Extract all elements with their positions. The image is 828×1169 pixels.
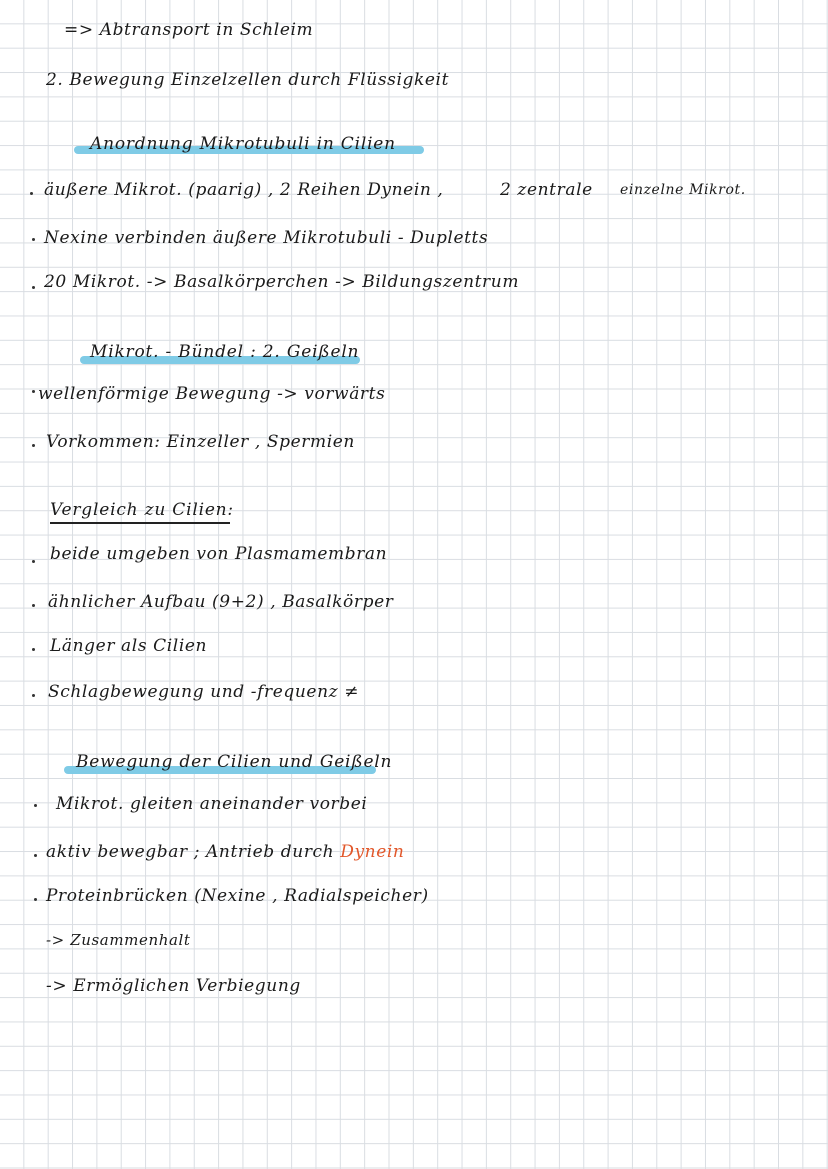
section-heading: Mikrot. - Bündel : 2. Geißeln xyxy=(90,342,360,362)
bullet-dot xyxy=(32,390,35,393)
bullet-dot xyxy=(32,560,35,563)
bullet-dot xyxy=(32,444,35,447)
section-heading: Vergleich zu Cilien: xyxy=(50,500,234,520)
bullet-dot xyxy=(30,192,33,195)
bullet-dot xyxy=(32,694,35,697)
note-line: -> Ermöglichen Verbiegung xyxy=(46,976,301,996)
bullet-dot xyxy=(32,286,35,289)
note-line: einzelne Mikrot. xyxy=(620,182,746,198)
bullet-dot xyxy=(34,804,37,807)
note-line: Vorkommen: Einzeller , Spermien xyxy=(46,432,355,452)
note-line: Proteinbrücken (Nexine , Radialspeicher) xyxy=(46,886,429,906)
highlighted-term: Dynein xyxy=(340,842,405,862)
note-line: Schlagbewegung und -frequenz ≠ xyxy=(48,682,360,702)
note-line: 20 Mikrot. -> Basalkörperchen -> Bildungszentrum xyxy=(44,272,520,292)
bullet-dot xyxy=(32,604,35,607)
bullet-dot xyxy=(32,648,35,651)
bullet-dot xyxy=(32,238,35,241)
section-heading: Anordnung Mikrotubuli in Cilien xyxy=(90,134,396,154)
bullet-dot xyxy=(34,854,37,857)
bullet-dot xyxy=(34,898,37,901)
note-line: Nexine verbinden äußere Mikrotubuli - Dupletts xyxy=(44,228,489,248)
note-line: 2 zentrale xyxy=(500,180,593,200)
note-line: äußere Mikrot. (paarig) , 2 Reihen Dynein , xyxy=(44,180,444,200)
note-line: Mikrot. gleiten aneinander vorbei xyxy=(56,794,368,814)
note-text: aktiv bewegbar ; Antrieb durch xyxy=(46,842,335,862)
note-line: => Abtransport in Schleim xyxy=(64,20,314,40)
note-line: -> Zusammenhalt xyxy=(46,931,191,949)
note-line: ähnlicher Aufbau (9+2) , Basalkörper xyxy=(48,592,394,612)
note-line: Länger als Cilien xyxy=(50,636,208,656)
section-heading: Bewegung der Cilien und Geißeln xyxy=(76,752,393,772)
heading-underline xyxy=(50,522,230,524)
note-line: beide umgeben von Plasmamembran xyxy=(50,544,388,564)
note-line: wellenförmige Bewegung -> vorwärts xyxy=(38,384,386,404)
note-line xyxy=(46,842,404,862)
note-line: 2. Bewegung Einzelzellen durch Flüssigkeit xyxy=(46,70,450,90)
